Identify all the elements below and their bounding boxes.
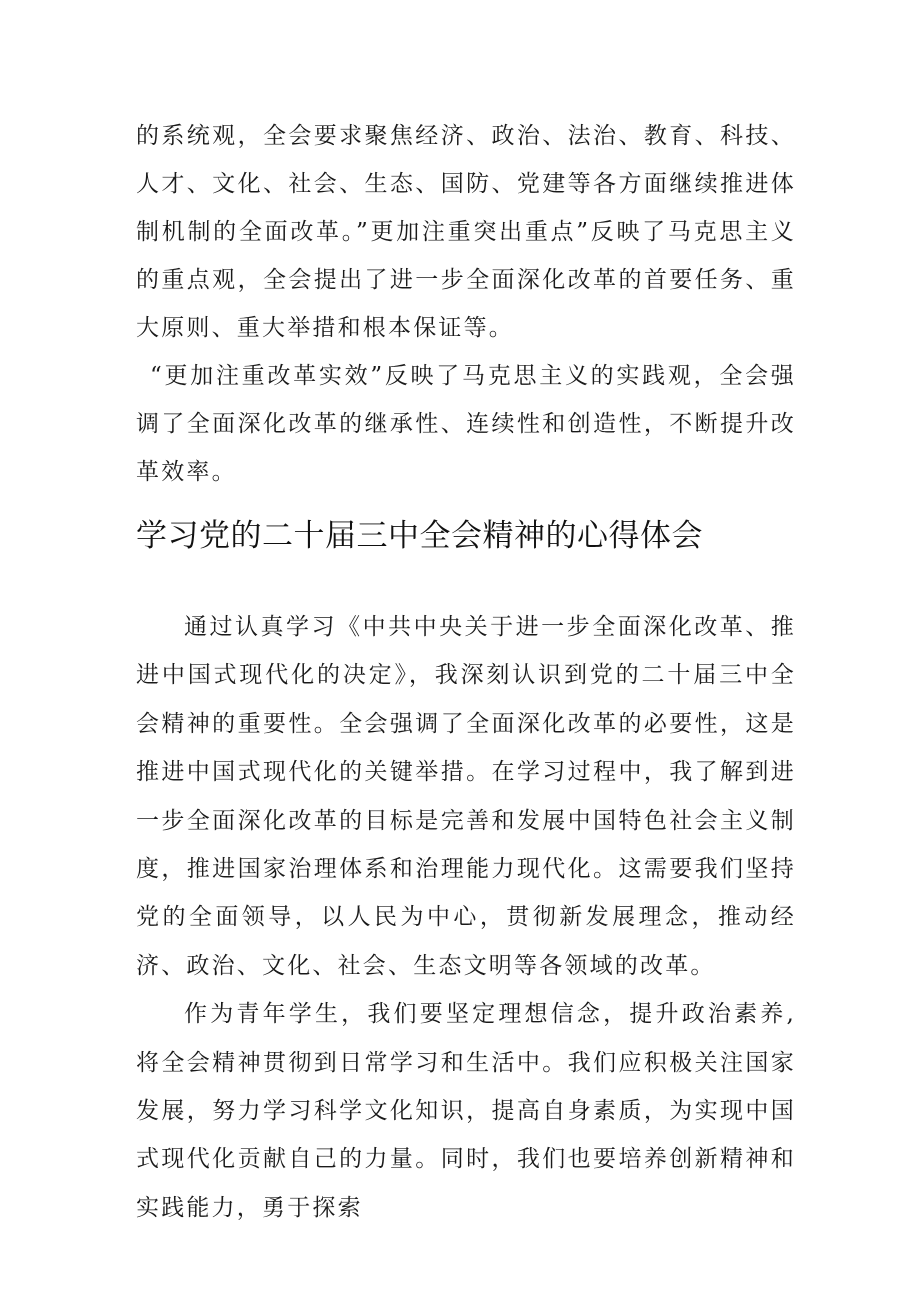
- continued-text-section: [136, 112, 796, 496]
- article-heading: 学习党的二十届三中全会精神的心得体会: [136, 518, 703, 554]
- paragraph-youth-students: 作为青年学生，我们要坚定理想信念，提升政治素养,将全会精神贯彻到日常学习和生活中。我们应积极关注国家发展，努力学习科学文化知识，提高自身素质，为实现中国式现代化贡献自己的力量。同时，我们也要培养创新精神和实践能力，勇于探索: [136, 1001, 796, 1221]
- article-body: [136, 603, 796, 1232]
- paragraph-practice-view: “更加注重改革实效”反映了马克思主义的实践观，全会强调了全面深化改革的继承性、连续性和创造性，不断提升改革效率。: [136, 363, 796, 485]
- paragraph-continued: 的系统观，全会要求聚焦经济、政治、法治、教育、科技、人才、文化、社会、生态、国防、党建等各方面继续推进体制机制的全面改革。”更加注重突出重点”反映了马克思主义的重点观，全会提出了进一步全面深化改革的首要任务、重大原则、重大举措和根本保证等。: [136, 123, 796, 341]
- paragraph-study-reflection: 通过认真学习《中共中央关于进一步全面深化改革、推进中国式现代化的决定》，我深刻认识到党的二十届三中全会精神的重要性。全会强调了全面深化改革的必要性，这是推进中国式现代化的关键举措。在学习过程中，我了解到进一步全面深化改革的目标是完善和发展中国特色社会主义制度，推进国家治理体系和治理能力现代化。这需要我们坚持党的全面领导，以人民为中心，贯彻新发展理念，推动经济、政治、文化、社会、生态文明等各领域的改革。: [136, 614, 796, 979]
